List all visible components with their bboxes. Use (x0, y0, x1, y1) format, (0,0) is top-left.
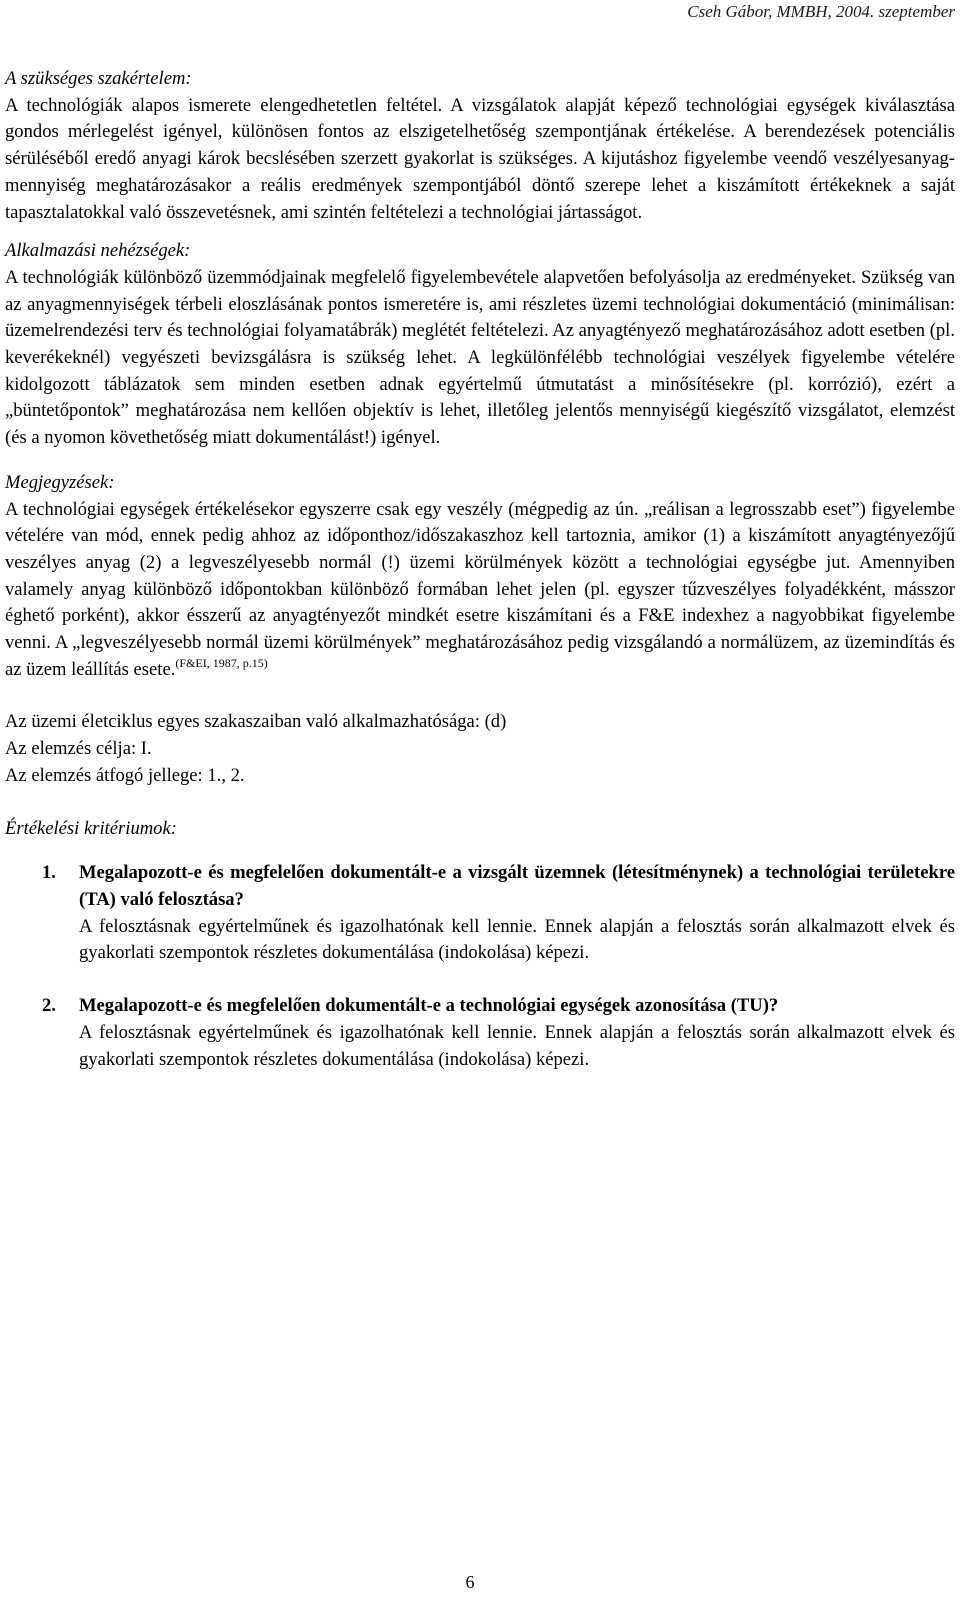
criteria-heading: Értékelési kritériumok: (5, 817, 177, 839)
criteria-item-title: Megalapozott-e és megfelelően dokumentált-e a vizsgált üzemnek (létesítménynek) a technológiai területekre (TA) való felosztása? (79, 862, 955, 910)
criteria-item-text: A felosztásnak egyértelműnek és igazolhatónak kell lennie. Ennek alapján a felosztás során alkalmazott elvek és gyakorlati szempontok részletes dokumentálása (indokolása) képezi. (79, 1021, 955, 1070)
section-heading-expertise: A szükséges szakértelem: (5, 68, 192, 89)
criteria-item (5, 860, 955, 967)
notes-citation: (F&EI, 1987, p.15) (175, 655, 268, 670)
summary-scope: Az elemzés átfogó jellege: 1., 2. (5, 764, 245, 786)
section-heading-difficulties: Alkalmazási nehézségek: (5, 240, 191, 262)
section-text-expertise: A technológiák alapos ismerete elengedhetetlen feltétel. A vizsgálatok alapját képező technológiai egységek kiválasztása gondos mérlegelést igényel, különösen fontos az elszigetelhetőség szempontjának értékelése. A berendezések potenciális sérüléséből eredő anyagi károk becslésében szerzett gyakorlat is szükséges. A kijutáshoz figyelembe veendő veszélyesanyag-mennyiség meghatározásakor a reális eredmények szempontjából döntő szerepe lehet a kiszámított értékeknek a saját tapasztalatokkal való összevetésnek, ami szintén feltételezi a technológiai jártasságot. (5, 94, 955, 223)
document-body (5, 66, 955, 1073)
section-text-difficulties: A technológiák különböző üzemmódjainak megfelelő figyelembevétele alapvetően befolyásolja az eredményeket. Szükség van az anyagmennyiségek térbeli eloszlásának pontos ismeretére is, ami részletes üzemi technológiai dokumentáció (minimálisan: üzemelrendezési terv és technológiai folyamatábrák) meglétét feltételezi. Az anyagtényező meghatározásához adott esetben (pl. keverékeknél) vegyészeti bevizsgálásra is szükség lehet. A legkülönfélébb technológiai veszélyek figyelembe vételére kidolgozott táblázatok sem minden esetben adnak egyértelmű útmutatást a minősítésekre (pl. korrózió), ezért a „büntetőpontok” meghatározása nem kellően objektív is lehet, illetőleg jelentős mennyiségű kiegészítő vizsgálatot, elemzést (és a nyomon követhetőség miatt dokumentálást!) igényel. (5, 266, 955, 449)
section-summary (5, 709, 955, 789)
criteria-item-number: 2. (42, 995, 56, 1017)
section-text-notes (5, 497, 955, 684)
section-heading-notes: Megjegyzések: (5, 471, 115, 493)
section-difficulties (5, 238, 955, 452)
criteria-item (5, 993, 955, 1073)
notes-body: A technológiai egységek értékelésekor egyszerre csak egy veszély (mégpedig az ún. „reálisan a legrosszabb eset”) figyelembe vételére van mód, ennek pedig ahhoz az időponthoz/időszakaszhoz kell tartoznia, amikor (1) a kiszámított anyagtényezőjű veszélyes anyag (2) a legveszélyesebb normál (!) üzemi körülmények között a technológiai egységbe jut. Amennyiben valamely anyag különböző időpontokban különböző formában lehet jelen (pl. egyszer tűzveszélyes folyadékként, másszor éghető porként), akkor ésszerű az anyagtényezőt mindkét esetre kiszámítani és a F&E indexhez a nagyobbikat figyelembe venni. A „legveszélyesebb normál üzemi körülmények” meghatározásához pedig vizsgálandó a normálüzem, az üzemindítás és az üzem leállítás esete. (5, 498, 955, 680)
criteria-list (5, 860, 955, 1073)
criteria-item-title: Megalapozott-e és megfelelően dokumentált-e a technológiai egységek azonosítása (TU)? (79, 995, 779, 1017)
section-expertise (5, 66, 955, 226)
page-number: 6 (465, 1572, 475, 1592)
section-notes (5, 470, 955, 684)
criteria-item-text: A felosztásnak egyértelműnek és igazolhatónak kell lennie. Ennek alapján a felosztás során alkalmazott elvek és gyakorlati szempontok részletes dokumentálása (indokolása) képezi. (79, 915, 955, 964)
summary-applicability: Az üzemi életciklus egyes szakaszaiban való alkalmazhatósága: (d) (5, 711, 507, 733)
section-criteria (5, 816, 955, 1074)
criteria-item-number: 1. (42, 862, 56, 884)
summary-goal: Az elemzés célja: I. (5, 738, 152, 760)
header-author-date: Cseh Gábor, MMBH, 2004. szeptember (687, 2, 955, 21)
